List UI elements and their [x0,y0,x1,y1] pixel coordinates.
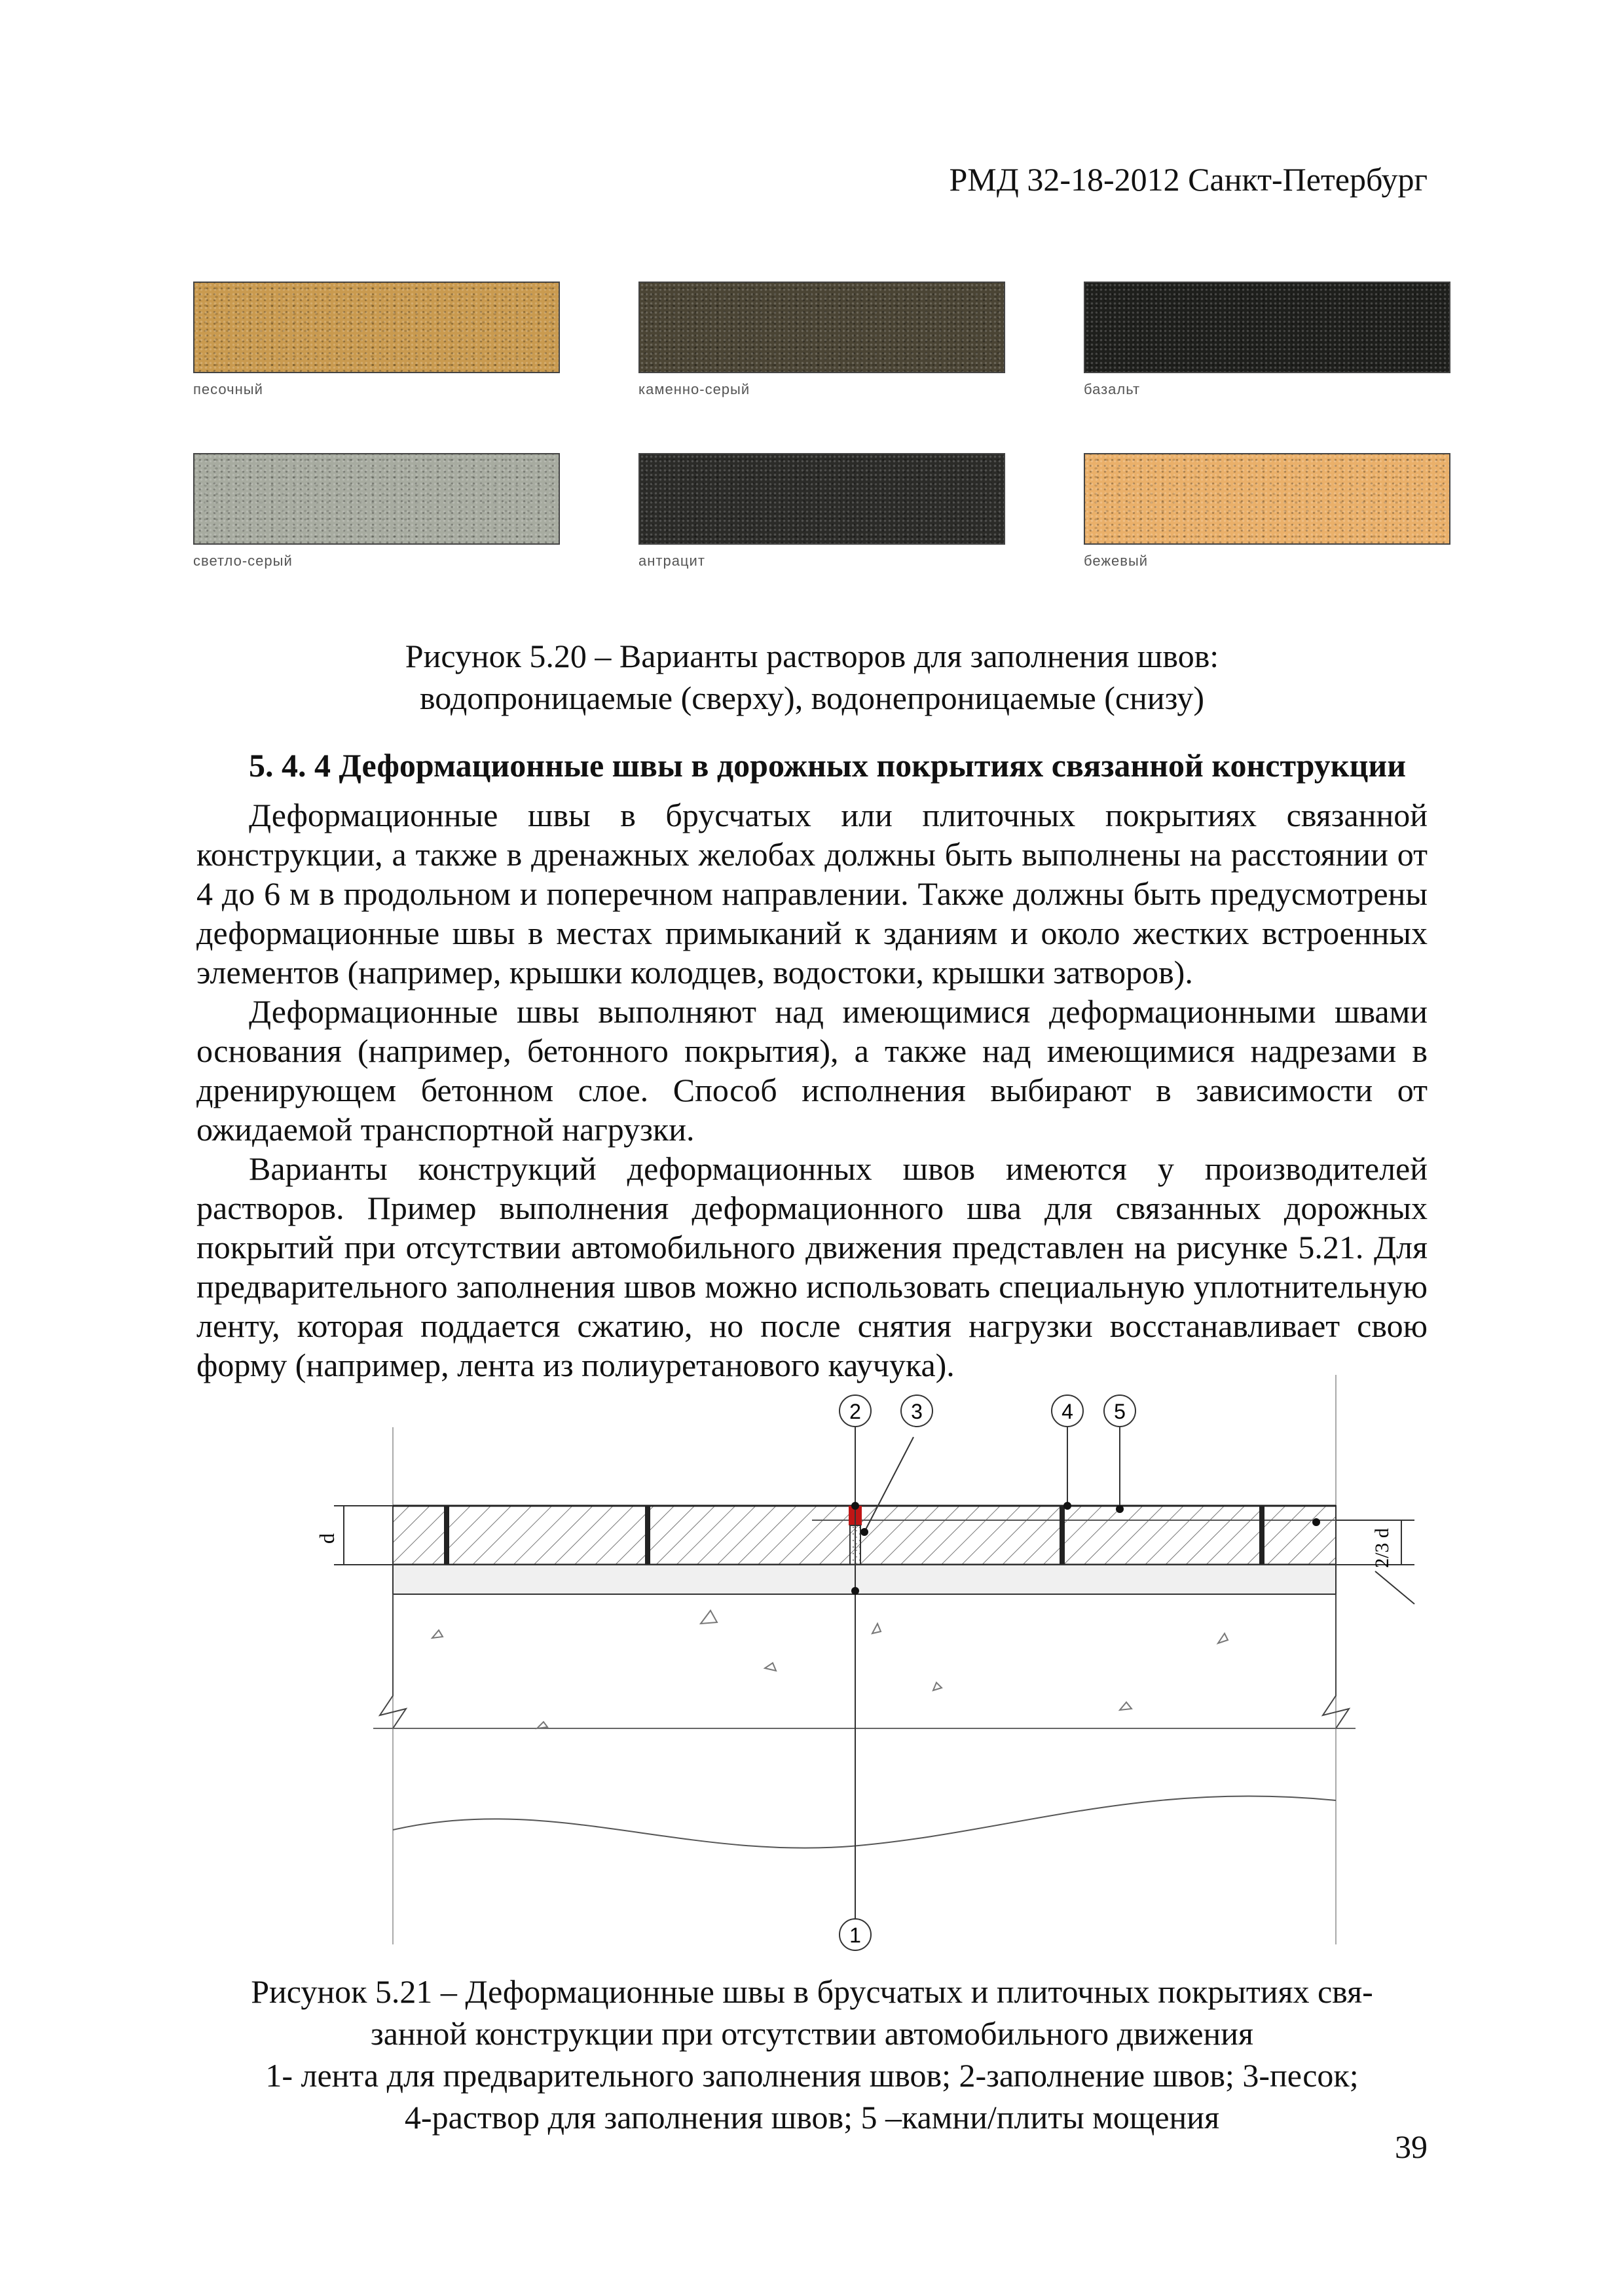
swatch-tile [638,282,1005,373]
figure-5-21-caption [196,1971,1428,2138]
svg-text:1: 1 [849,1923,861,1947]
mortar-swatch-grid [193,282,1450,570]
swatch-anthracite [638,453,1005,570]
caption-line: занной конструкции при отсутствии автомобильного движения [370,2015,1254,2052]
swatch-tile [1084,282,1450,373]
swatch-label: светло-серый [193,553,293,569]
swatch-label: антрацит [638,553,705,569]
figure-5-20-caption [0,635,1624,719]
swatch-light-grey [193,453,560,570]
paragraph: Варианты конструкций деформационных швов имеются у производителей растворов. Пример выполнения деформационного шва для связанных дорожных покрытий при отсутствии автомобильного движения представлен на рисунке 5.21. Для предварительного заполнения швов можно использовать специальную уплотнительную ленту, которая поддается сжатию, но после снятия нагрузки восстанавливает свою форму (например, лента из полиуретанового каучука). [196,1150,1428,1383]
paver-joint [645,1506,650,1565]
dim-label-two-thirds-d: 2/3 d [1371,1528,1393,1568]
callout-4 [1052,1395,1083,1427]
callout-1 [840,1919,871,1950]
page-number: 39 [1395,2128,1428,2165]
svg-text:4: 4 [1061,1400,1073,1423]
callout-5 [1104,1395,1135,1427]
caption-line: водопроницаемые (сверху), водонепроницаемые (снизу) [420,680,1204,716]
svg-text:5: 5 [1114,1400,1126,1423]
paver-joint [1259,1506,1264,1565]
swatch-beige [1084,453,1450,570]
svg-text:3: 3 [911,1400,923,1423]
callout-2 [840,1395,871,1427]
swatch-label: бежевый [1084,553,1149,569]
swatch-tile [638,453,1005,545]
caption-line: Рисунок 5.21 – Деформационные швы в брусчатых и плиточных покрытиях свя- [251,1973,1373,2010]
svg-text:2: 2 [849,1400,861,1423]
concrete-aggregate [432,1611,1228,1728]
swatch-label: базальт [1084,381,1141,397]
callout-3 [901,1395,932,1427]
swatch-tile [1084,453,1450,545]
swatch-tile [193,453,560,545]
section-heading: 5. 4. 4 Деформационные швы в дорожных покрытиях связанной конструкции [249,747,1407,784]
paragraph: Деформационные швы выполняют над имеющимися деформационными швами основания (например, бетонного покрытия), а также над имеющимися надрезами в дренирующем бетонном слое. Способ исполнения выбирают в зависимости от ожидаемой транспортной нагрузки. [196,993,1428,1148]
bedding-layer [393,1565,1336,1594]
swatch-basalt [1084,282,1450,398]
swatch-sand [193,282,560,398]
caption-line: 4-раствор для заполнения швов; 5 –камни/плиты мощения [404,2099,1220,2136]
expansion-joint-diagram [275,1375,1454,1964]
paver-joint [444,1506,449,1565]
page-header: РМД 32-18-2012 Санкт-Петербург [949,161,1428,198]
dim-label-d: d [315,1533,339,1544]
caption-line: Рисунок 5.20 – Варианты растворов для заполнения швов: [405,638,1219,674]
paragraph: Деформационные швы в брусчатых или плиточных покрытиях связанной конструкции, а также в дренажных желобах должны быть выполнены на расстоянии от 4 до 6 м в продольном и поперечном направлении. Также должны быть предусмотрены деформационные швы в местах примыканий к зданиям и около жестких встроенных элементов (например, крышки колодцев, водостоки, крышки затворов). [196,797,1428,991]
swatch-tile [193,282,560,373]
paver-joint [1060,1506,1065,1565]
swatch-stone-grey [638,282,1005,398]
swatch-label: песочный [193,381,263,397]
subgrade-line [393,1796,1336,1848]
caption-line: 1- лента для предварительного заполнения швов; 2-заполнение швов; 3-песок; [265,2057,1359,2094]
swatch-label: каменно-серый [638,381,750,397]
